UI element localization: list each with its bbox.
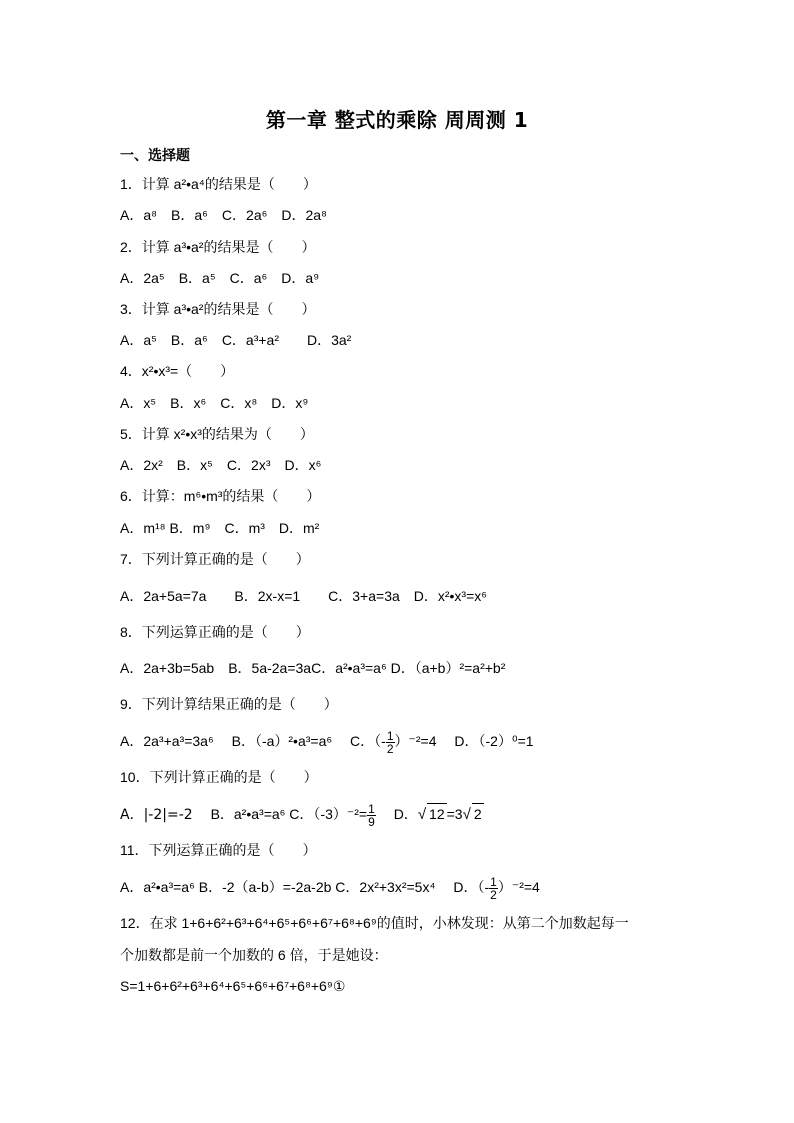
question-8-options: A．2a+3b=5ab B．5a-2a=3aC．a²•a³=a⁶ D．（a+b）²=a²+b² — [120, 660, 506, 676]
question-1-options: A．a⁸ B．a⁶ C．2a⁶ D．2a⁸ — [120, 207, 327, 223]
question-11-stem: 11．下列运算正确的是（ ） — [120, 842, 317, 858]
q11-fraction — [489, 876, 498, 901]
q10-frac-denominator: 9 — [368, 815, 375, 829]
question-3-stem: 3．计算 a³•a²的结果是（ ） — [120, 301, 316, 317]
q9-option-b: B．（-a）²•a³=a⁶ — [231, 733, 333, 750]
question-12-line-1: 12．在求 1+6+6²+6³+6⁴+6⁵+6⁶+6⁷+6⁸+6⁹的值时，小林发现：从第二个加数起每一 — [120, 915, 629, 931]
question-6-stem: 6．计算：m⁶•m³的结果（ ） — [120, 488, 321, 504]
question-9-stem: 9．下列计算结果正确的是（ ） — [120, 696, 338, 712]
question-10-stem: 10．下列计算正确的是（ ） — [120, 769, 318, 785]
q9-option-c-prefix: C．（- — [350, 733, 386, 750]
q11-options-abc: A．a²•a³=a⁶ B．-2（a-b）=-2a-2b C．2x²+3x²=5x⁴ — [120, 879, 436, 896]
q9-option-c-suffix: ）⁻²=4 — [394, 733, 437, 750]
q10-frac-numerator: 1 — [368, 802, 375, 816]
q10-fraction — [367, 803, 376, 828]
q9-frac-denominator: 2 — [386, 742, 394, 756]
q10-sqrt-radicand-1: 12 — [427, 803, 447, 824]
question-12-line-3: S=1+6+6²+6³+6⁴+6⁵+6⁶+6⁷+6⁸+6⁹① — [120, 978, 346, 994]
question-4-stem: 4．x²•x³=（ ） — [120, 363, 235, 379]
q11-option-d-suffix: ）⁻²=4 — [497, 879, 540, 896]
q9-fraction — [386, 730, 395, 755]
question-2-options: A．2a⁵ B．a⁵ C．a⁶ D．a⁹ — [120, 270, 320, 286]
q10-option-d-mid: =3 — [446, 806, 463, 823]
question-2-stem: 2．计算 a³•a²的结果是（ ） — [120, 239, 316, 255]
q11-option-d-prefix: D．（- — [453, 879, 490, 896]
question-3-options: A．a⁵ B．a⁶ C．a³+a² D．3a² — [120, 332, 352, 348]
q9-frac-numerator: 1 — [386, 729, 394, 743]
q10-option-b-c: B．a²•a³=a⁶ C．（-3）⁻²= — [210, 806, 368, 823]
question-9-options — [120, 730, 534, 755]
sqrt-icon: √ — [462, 806, 471, 824]
question-4-options: A．x⁵ B．x⁶ C．x⁸ D．x⁹ — [120, 395, 309, 411]
question-12-line-2: 个加数都是前一个加数的 6 倍，于是她设： — [120, 947, 388, 963]
section-heading: 一、选择题 — [120, 147, 190, 163]
question-7-options: A．2a+5a=7a B．2x-x=1 C．3+a=3a D．x²•x³=x⁶ — [120, 588, 488, 604]
question-5-options: A．2x² B．x⁵ C．2x³ D．x⁶ — [120, 457, 322, 473]
q9-option-a: A．2a³+a³=3a⁶ — [120, 733, 214, 750]
question-11-options — [120, 876, 540, 901]
question-7-stem: 7．下列计算正确的是（ ） — [120, 551, 310, 567]
q10-option-a: A．|-2|=-2 — [120, 807, 193, 824]
question-8-stem: 8．下列运算正确的是（ ） — [120, 624, 310, 640]
question-1-stem: 1．计算 a²•a⁴的结果是（ ） — [120, 176, 317, 192]
q11-frac-numerator: 1 — [490, 875, 497, 889]
sqrt-icon: √ — [417, 806, 427, 824]
q10-sqrt-radicand-2: 2 — [472, 803, 484, 824]
q10-option-d-prefix: D． — [393, 806, 418, 823]
q11-frac-denominator: 2 — [490, 888, 497, 902]
question-6-options: A．m¹⁸ B．m⁹ C．m³ D．m² — [120, 520, 320, 536]
page-title: 第一章 整式的乘除 周周测 1 — [265, 108, 529, 132]
question-10-options — [120, 803, 484, 828]
q9-option-d: D．（-2）⁰=1 — [454, 733, 534, 750]
question-5-stem: 5．计算 x²•x³的结果为（ ） — [120, 426, 314, 442]
